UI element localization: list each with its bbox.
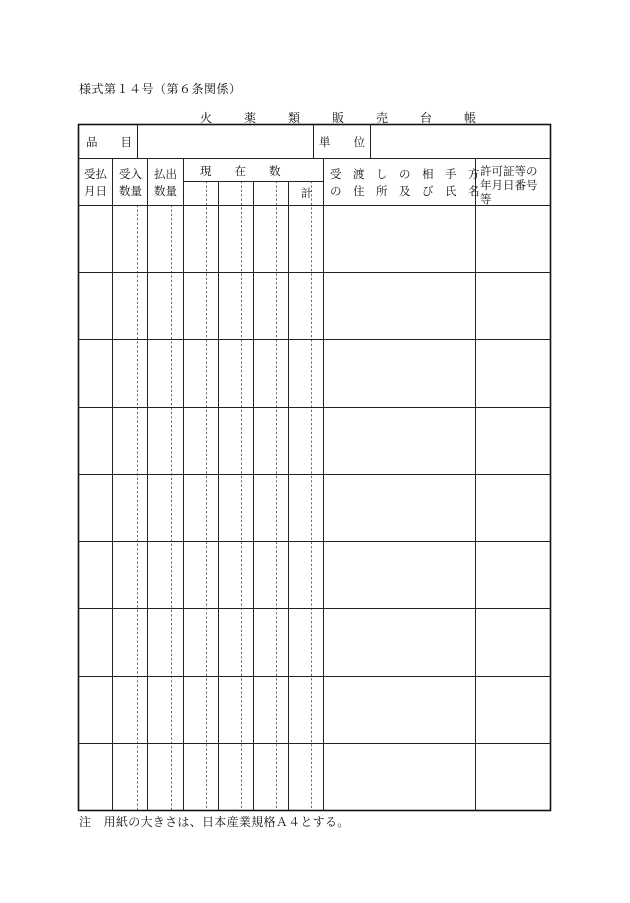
table-border (79, 125, 551, 811)
issued-heading-1: 払出 (154, 167, 177, 181)
unit-label: 単 位 (319, 135, 365, 149)
total-heading: 計 (301, 186, 313, 200)
ledger-grid (78, 158, 551, 810)
date-heading-1: 受払 (84, 167, 107, 181)
issued-heading-2: 数量 (154, 184, 177, 198)
permit-heading-2: 年月日番号 (480, 178, 538, 192)
form-number: 様式第１４号（第６条関係） (79, 82, 242, 96)
received-heading-1: 受入 (119, 167, 142, 181)
received-heading-2: 数量 (119, 184, 142, 198)
permit-heading-1: 許可証等の (480, 164, 538, 178)
footnote: 注 用紙の大きさは、日本産業規格Ａ４とする。 (79, 815, 350, 829)
permit-heading-3: 等 (480, 192, 492, 206)
counterparty-heading-1: 受 渡 し の 相 手 方 (330, 167, 480, 181)
item-label: 品 目 (86, 135, 132, 149)
counterparty-heading-2: の 住 所 及 び 氏 名 (330, 184, 480, 198)
date-heading-2: 月日 (84, 184, 107, 198)
form-title: 火 薬 類 販 売 台 帳 (200, 111, 487, 125)
current-stock-heading: 現 在 数 (200, 164, 281, 178)
